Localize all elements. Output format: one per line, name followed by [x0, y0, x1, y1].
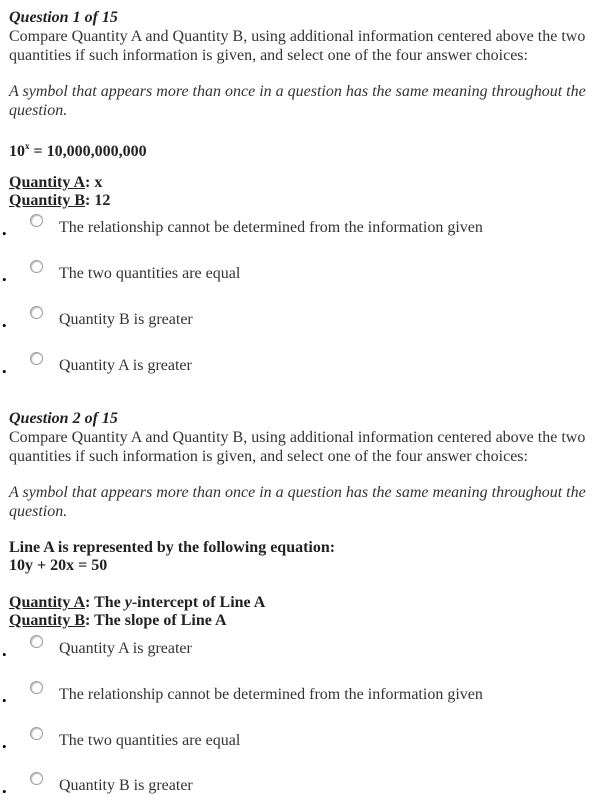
bullet: •	[2, 739, 7, 754]
radio-button[interactable]	[30, 306, 43, 319]
option-label: Quantity B is greater	[59, 311, 193, 328]
option-label: The relationship cannot be determined from the information given	[59, 686, 483, 703]
option-label: Quantity A is greater	[59, 357, 192, 374]
radio-button[interactable]	[30, 635, 43, 648]
radio-button[interactable]	[30, 772, 43, 785]
question-2-quantity-a	[9, 594, 599, 612]
note-text: A symbol that appears more than once in a question has the same meaning throughout the question.	[9, 484, 586, 520]
option-label: The two quantities are equal	[59, 732, 241, 749]
question-1-quantity-b	[9, 192, 599, 210]
quantity-a-pre: The	[94, 594, 125, 611]
question-2-header	[9, 410, 599, 428]
q2-option-1[interactable]	[0, 635, 600, 663]
radio-button[interactable]	[30, 681, 43, 694]
bullet: •	[2, 226, 7, 241]
question-2-given-line-2	[9, 557, 599, 575]
given-rest: = 10,000,000,000	[29, 143, 147, 160]
quantity-b-label: Quantity B	[9, 612, 86, 629]
question-2-instructions	[9, 428, 599, 466]
quantity-b-value: The slope of Line A	[94, 612, 227, 629]
option-label: The two quantities are equal	[59, 265, 241, 282]
q2-option-3[interactable]	[0, 727, 600, 755]
q2-option-4[interactable]	[0, 772, 600, 800]
colon: :	[85, 612, 91, 629]
question-header: Question 2 of 15	[9, 410, 118, 427]
quantity-a-post: -intercept of Line A	[131, 594, 266, 611]
bullet: •	[2, 784, 7, 799]
quantity-b-value: 12	[94, 192, 111, 209]
instructions-text: Compare Quantity A and Quantity B, using additional information centered above the two quantities if such information is given, and select one of the four answer choices:	[9, 28, 586, 64]
q1-option-1[interactable]	[0, 214, 600, 242]
colon: :	[85, 174, 91, 191]
given-base: 10	[9, 143, 25, 160]
question-1-given	[9, 137, 599, 161]
quantity-a-value: x	[94, 174, 103, 191]
instructions-text: Compare Quantity A and Quantity B, using additional information centered above the two quantities if such information is given, and select one of the four answer choices:	[9, 429, 586, 465]
question-1-note	[9, 82, 599, 120]
question-1-header	[9, 9, 599, 27]
q1-option-3[interactable]	[0, 306, 600, 334]
bullet: •	[2, 364, 7, 379]
question-2-note	[9, 483, 599, 521]
option-label: Quantity B is greater	[59, 777, 193, 794]
question-2-quantity-b	[9, 612, 599, 630]
radio-button[interactable]	[30, 260, 43, 273]
radio-button[interactable]	[30, 727, 43, 740]
quantity-b-label: Quantity B	[9, 192, 86, 209]
colon: :	[85, 192, 91, 209]
question-2-given-line-1	[9, 539, 599, 557]
q2-option-2[interactable]	[0, 681, 600, 709]
quantity-a-label: Quantity A	[9, 594, 86, 611]
quantity-a-italic: y	[124, 594, 132, 611]
note-text: A symbol that appears more than once in a question has the same meaning throughout the question.	[9, 83, 586, 119]
question-1-instructions	[9, 27, 599, 65]
given-text: Line A is represented by the following equation:	[9, 539, 336, 556]
q1-option-2[interactable]	[0, 260, 600, 288]
question-header: Question 1 of 15	[9, 9, 118, 26]
bullet: •	[2, 693, 7, 708]
option-label: Quantity A is greater	[59, 640, 192, 657]
given-exponent: x	[25, 141, 30, 151]
bullet: •	[2, 272, 7, 287]
bullet: •	[2, 647, 7, 662]
quantity-a-label: Quantity A	[9, 174, 86, 191]
radio-button[interactable]	[30, 352, 43, 365]
option-label: The relationship cannot be determined from the information given	[59, 219, 483, 236]
bullet: •	[2, 318, 7, 333]
q1-option-4[interactable]	[0, 352, 600, 380]
radio-button[interactable]	[30, 214, 43, 227]
given-equation: 10y + 20x = 50	[9, 557, 108, 574]
colon: :	[85, 594, 91, 611]
question-1-quantity-a	[9, 174, 599, 192]
